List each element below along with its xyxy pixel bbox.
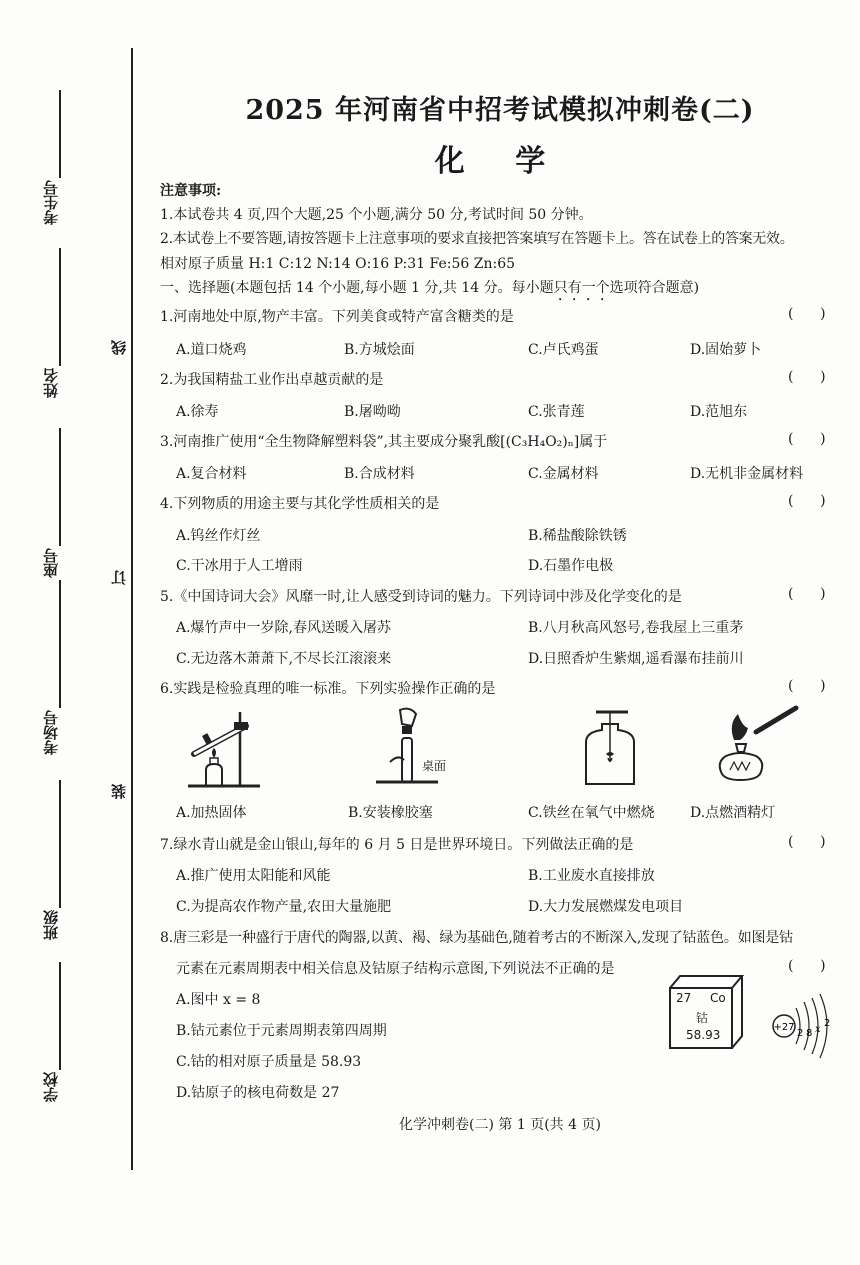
periodic-table-cell bbox=[670, 986, 740, 1056]
atom-shell-4: 2 bbox=[824, 1018, 831, 1029]
page-title: 2025 年河南省中招考试模拟冲刺卷(二) bbox=[245, 95, 755, 126]
question-1-answer-paren: ( ) bbox=[788, 306, 826, 322]
section-heading-emphasis: 只有一个 bbox=[553, 280, 610, 296]
question-6-option-a: A.加热固体 bbox=[176, 805, 247, 821]
question-8-option-c: C.钴的相对原子质量是 58.93 bbox=[176, 1054, 362, 1070]
binding-mark-line: 线 bbox=[110, 340, 128, 355]
atom-structure-diagram bbox=[770, 986, 840, 1066]
question-5-option-b: B.八月秋高风怒号,卷我屋上三重茅 bbox=[528, 620, 744, 636]
question-8-option-a: A.图中 x = 8 bbox=[176, 992, 261, 1008]
atom-shell-1: 2 bbox=[797, 1028, 804, 1039]
question-3-option-d: D.无机非金属材料 bbox=[690, 466, 804, 482]
field-class bbox=[40, 910, 80, 950]
atom-shell-3: x bbox=[815, 1024, 821, 1035]
question-7-answer-paren: ( ) bbox=[788, 834, 826, 850]
atom-nucleus-charge: +27 bbox=[773, 1022, 795, 1033]
binding-line bbox=[131, 48, 133, 1170]
question-5-answer-paren: ( ) bbox=[788, 586, 826, 602]
field-seat-number-label: 座号 bbox=[42, 548, 60, 578]
question-6-stem: 6.实践是检验真理的唯一标准。下列实验操作正确的是 bbox=[160, 681, 496, 697]
question-3-option-a: A.复合材料 bbox=[176, 466, 247, 482]
notes-item-1: 1.本试卷共 4 页,四个大题,25 个小题,满分 50 分,考试时间 50 分钟。 bbox=[160, 207, 593, 223]
question-8-option-b: B.钴元素位于元素周期表第四周期 bbox=[176, 1023, 387, 1039]
question-6-option-b: B.安装橡胶塞 bbox=[348, 805, 433, 821]
question-3-stem: 3.河南推广使用“全生物降解塑料袋”,其主要成分聚乳酸[(C₃H₄O₂)ₙ]属于 bbox=[160, 434, 608, 450]
field-exam-room-rule bbox=[59, 580, 61, 708]
element-symbol: Co bbox=[710, 991, 726, 1005]
question-8-stem: 8.唐三彩是一种盛行于唐代的陶器,以黄、褐、绿为基础色,随着考古的不断深入,发现了钴蓝色。如图是钴 bbox=[160, 930, 793, 946]
field-candidate-number-rule bbox=[59, 90, 61, 178]
question-5-option-d: D.日照香炉生紫烟,遥看瀑布挂前川 bbox=[528, 651, 744, 667]
question-6-answer-paren: ( ) bbox=[788, 678, 826, 694]
field-candidate-number bbox=[40, 180, 80, 240]
question-6-option-d: D.点燃酒精灯 bbox=[690, 805, 776, 821]
question-5-option-c: C.无边落木萧萧下,不尽长江滚滚来 bbox=[176, 651, 392, 667]
question-2-option-a: A.徐寿 bbox=[176, 404, 219, 420]
question-8-option-d: D.钴原子的核电荷数是 27 bbox=[176, 1085, 340, 1101]
question-2-option-d: D.范旭东 bbox=[690, 404, 748, 420]
element-atomic-number: 27 bbox=[676, 991, 692, 1005]
binding-mark-staple: 订 bbox=[110, 570, 128, 585]
field-class-rule bbox=[59, 780, 61, 908]
question-1-option-d: D.固始萝卜 bbox=[690, 342, 762, 358]
question-5-stem: 5.《中国诗词大会》风靡一时,让人感受到诗词的魅力。下列诗词中涉及化学变化的是 bbox=[160, 589, 682, 605]
notes-item-2: 2.本试卷上不要答题,请按答题卡上注意事项的要求直接把答案填写在答题卡上。答在试卷上的答案无效。 bbox=[160, 231, 794, 247]
question-1-option-c: C.卢氏鸡蛋 bbox=[528, 342, 599, 358]
section-heading-part-b: 选项符合题意) bbox=[609, 280, 700, 296]
field-school bbox=[40, 1072, 80, 1112]
question-6-option-c: C.铁丝在氧气中燃烧 bbox=[528, 805, 655, 821]
field-name-label: 姓名 bbox=[42, 368, 60, 398]
field-name-rule bbox=[59, 248, 61, 366]
question-3-answer-paren: ( ) bbox=[788, 431, 826, 447]
question-3-option-c: C.金属材料 bbox=[528, 466, 599, 482]
question-4-option-a: A.钨丝作灯丝 bbox=[176, 528, 261, 544]
binding-mark-bind: 装 bbox=[110, 784, 128, 799]
page-footer: 化学冲刺卷(二) 第 1 页(共 4 页) bbox=[399, 1117, 601, 1133]
question-7-stem: 7.绿水青山就是金山银山,每年的 6 月 5 日是世界环境日。下列做法正确的是 bbox=[160, 837, 634, 853]
figure-desk-label: 桌面 bbox=[422, 759, 447, 773]
notes-heading: 注意事项: bbox=[160, 183, 222, 199]
question-2-answer-paren: ( ) bbox=[788, 369, 826, 385]
question-4-option-d: D.石墨作电极 bbox=[528, 558, 614, 574]
question-1-stem: 1.河南地处中原,物产丰富。下列美食或特产富含糖类的是 bbox=[160, 309, 514, 325]
question-4-option-b: B.稀盐酸除铁锈 bbox=[528, 528, 627, 544]
field-exam-room-label: 考场号 bbox=[42, 710, 60, 755]
figure-installing-stopper bbox=[368, 704, 478, 790]
element-name: 钴 bbox=[696, 1011, 709, 1025]
field-seat-number-rule bbox=[59, 428, 61, 546]
question-8-answer-paren: ( ) bbox=[788, 958, 826, 974]
field-name bbox=[40, 368, 80, 408]
figure-iron-wire-burning bbox=[576, 706, 646, 792]
question-1-option-b: B.方城烩面 bbox=[344, 342, 415, 358]
question-4-option-c: C.干冰用于人工增雨 bbox=[176, 558, 303, 574]
question-4-answer-paren: ( ) bbox=[788, 493, 826, 509]
question-4-stem: 4.下列物质的用途主要与其化学性质相关的是 bbox=[160, 496, 440, 512]
atomic-mass-line: 相对原子质量 H:1 C:12 N:14 O:16 P:31 Fe:56 Zn:65 bbox=[160, 256, 516, 272]
section-heading bbox=[160, 277, 699, 304]
question-2-option-c: C.张青莲 bbox=[528, 404, 585, 420]
field-candidate-number-label: 考生号 bbox=[42, 180, 60, 225]
field-school-label: 学校 bbox=[42, 1072, 60, 1102]
question-8-stem-continued: 元素在元素周期表中相关信息及钴原子结构示意图,下列说法不正确的是 bbox=[176, 961, 615, 977]
section-heading-part-a: 一、选择题(本题包括 14 个小题,每小题 1 分,共 14 分。每小题 bbox=[160, 280, 554, 296]
atom-shell-2: 8 bbox=[806, 1028, 813, 1039]
figure-lighting-alcohol-lamp bbox=[712, 704, 804, 790]
question-7-option-d: D.大力发展燃煤发电项目 bbox=[528, 899, 684, 915]
question-5-option-a: A.爆竹声中一岁除,春风送暖入屠苏 bbox=[176, 620, 392, 636]
field-school-rule bbox=[59, 962, 61, 1070]
field-exam-room bbox=[40, 710, 80, 770]
question-7-option-c: C.为提高农作物产量,农田大量施肥 bbox=[176, 899, 392, 915]
subject-title: 化 学 bbox=[434, 144, 566, 179]
figure-heating-solid bbox=[180, 706, 270, 792]
question-7-option-a: A.推广使用太阳能和风能 bbox=[176, 868, 331, 884]
field-class-label: 班级 bbox=[42, 910, 60, 940]
question-1-option-a: A.道口烧鸡 bbox=[176, 342, 247, 358]
question-2-option-b: B.屠呦呦 bbox=[344, 404, 401, 420]
element-atomic-mass: 58.93 bbox=[686, 1028, 721, 1042]
question-3-option-b: B.合成材料 bbox=[344, 466, 415, 482]
question-2-stem: 2.为我国精盐工业作出卓越贡献的是 bbox=[160, 372, 384, 388]
question-7-option-b: B.工业废水直接排放 bbox=[528, 868, 655, 884]
